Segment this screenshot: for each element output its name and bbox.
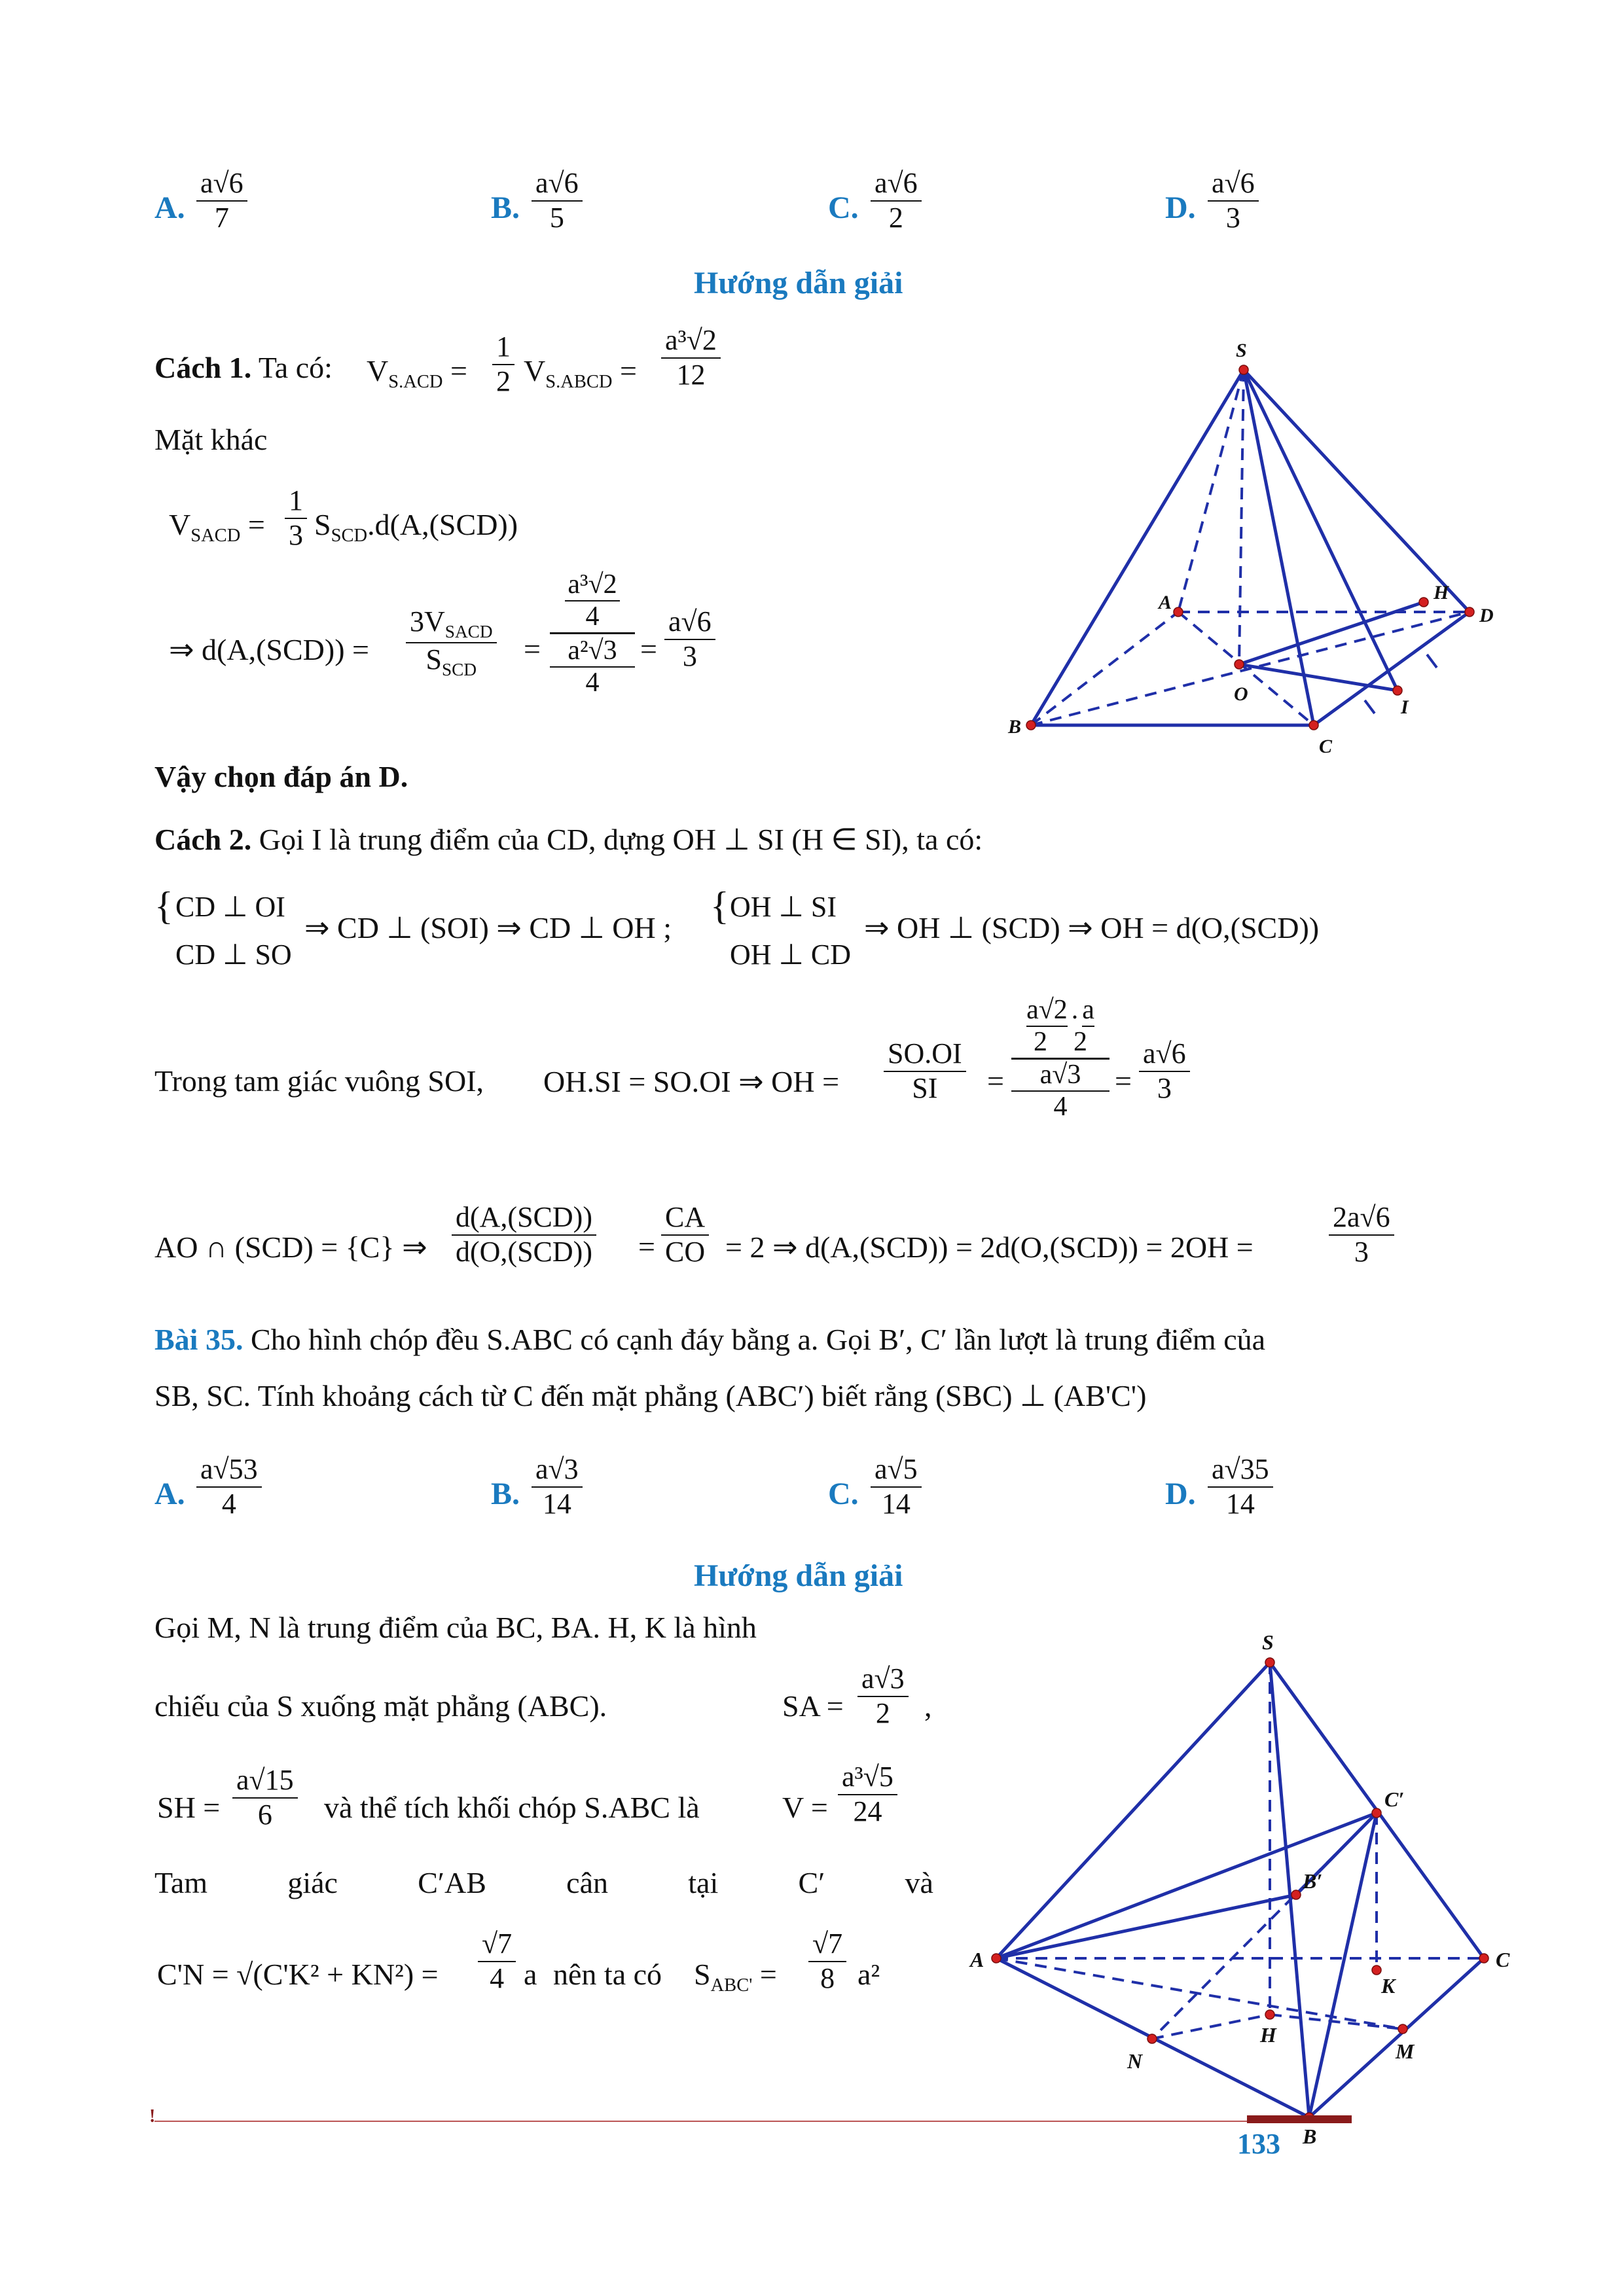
pyramid-figure-1 [982, 334, 1532, 779]
s-lhs: $S_{ABC'}$ = [694, 1958, 777, 1996]
label-a: A [970, 1948, 984, 1971]
cn-text: nên ta có [553, 1958, 662, 1991]
cach1-eq2-lhs: $V_{SACD}$ = [169, 508, 265, 547]
bai35-option-b-fraction: $\frac{a√3}{14}$ [532, 1453, 583, 1520]
eq-sign: = [987, 1064, 1004, 1098]
last-f1: d(A,(SCD)) d(O,(SCD)) [452, 1201, 596, 1268]
edge-sb [1031, 370, 1244, 725]
label-c-prime: C′ [1384, 1787, 1405, 1811]
brace: { [710, 884, 729, 927]
cach1-eq3-result: $\frac{a√6}{3}$ [664, 605, 715, 673]
eq-sign: = [638, 1230, 655, 1263]
edge-cd [1314, 612, 1470, 725]
label-k: K [1381, 1974, 1396, 1998]
triangle-f2: a√2 . a 2 2 a√3 4 [1011, 995, 1110, 1122]
last-mid: = 2 ⇒ d(A,(SCD)) = 2d(O,(SCD)) = 2OH = [725, 1230, 1254, 1264]
edge-bc [1309, 1958, 1484, 2117]
cach1-eq3-lhs: ⇒ d(A,(SCD)) = [169, 633, 369, 666]
tam-giac-line: Tam giác C′AB cân tại C′ và [154, 1866, 933, 1899]
sa-fraction: $\frac{a√3}{2}$ [857, 1662, 909, 1730]
last-f2: $\frac{CA}{CO}$ [661, 1201, 709, 1268]
conclusion-text: Vậy chọn đáp án D. [154, 760, 408, 793]
sa-lhs: SA = [782, 1689, 844, 1723]
last-result: $\frac{2a√6}{3}$ [1329, 1201, 1394, 1268]
brace: { [154, 884, 173, 927]
label-d: D [1479, 605, 1494, 626]
bai35-option-b-label: B. [491, 1477, 520, 1511]
cach2-system-1-result: ⇒ CD ⊥ (SOI) ⇒ CD ⊥ OH ; [304, 911, 672, 944]
label-i: I [1401, 696, 1409, 718]
cn-fraction: $\frac{√7}{4}$ [478, 1928, 516, 1995]
tick-mark [1365, 700, 1375, 713]
v-lhs: V = [782, 1791, 828, 1824]
footer-mark: ! [149, 2106, 156, 2126]
option-d-fraction: $\frac{a√6}{3}$ [1208, 167, 1259, 234]
option-c-label: C. [828, 190, 859, 225]
tick-mark [1427, 655, 1437, 668]
cach2-system-1: CD ⊥ OI CD ⊥ SO [175, 891, 292, 971]
page-number-bar [1247, 2115, 1352, 2123]
cach1-eq2-third: $\frac{1}{3}$ [285, 484, 307, 552]
sh-lhs: SH = [157, 1791, 221, 1824]
bai35-option-d-fraction: $\frac{a√35}{14}$ [1208, 1453, 1273, 1520]
s-tail: a² [857, 1958, 880, 1991]
label-c: C [1319, 736, 1333, 757]
label-s: S [1262, 1630, 1274, 1654]
label-n: N [1127, 2049, 1143, 2073]
option-c-fraction: $\frac{a√6}{2}$ [871, 167, 922, 234]
segment-ab-prime [996, 1895, 1296, 1958]
cach1-eq2-rest: $S_{SCD}.d(A,(SCD))$ [314, 508, 518, 547]
triangle-result: $\frac{a√6}{3}$ [1139, 1037, 1190, 1105]
label-m: M [1396, 2039, 1415, 2063]
bai35-line2: SB, SC. Tính khoảng cách từ C đến mặt phẳng (ABC′) biết rằng (SBC) ⊥ (AB'C') [154, 1379, 1147, 1412]
bai35-option-a-fraction: $\frac{a√53}{4}$ [196, 1453, 262, 1520]
sh-fraction: $\frac{a√15}{6}$ [232, 1764, 298, 1831]
cach1-eq3-f2: a³√2 4 a²√3 4 [550, 569, 635, 698]
height-so [1239, 370, 1244, 664]
label-s: S [1236, 340, 1247, 361]
sh-text: và thể tích khối chóp S.ABC là [324, 1791, 700, 1824]
segment-si [1244, 370, 1398, 691]
triangle-eq: OH.SI = SO.OI ⇒ OH = [543, 1065, 840, 1098]
label-o: O [1234, 683, 1248, 705]
cach2-intro: Cách 2. Gọi I là trung điểm của CD, dựng OH ⊥ SI (H ∈ SI), ta có: [154, 823, 983, 856]
label-h: H [1434, 582, 1449, 603]
sa-tail: , [924, 1689, 932, 1723]
cach1-eq3-f1: $3V_{SACD}$ $S_{SCD}$ [406, 605, 497, 680]
s-fraction: $\frac{√7}{8}$ [808, 1928, 846, 1995]
footer-rule [154, 2121, 1346, 2122]
v-fraction: $\frac{\text{a³√5}}{24}$ [838, 1761, 897, 1828]
page-number: 133 [1237, 2128, 1280, 2160]
triangle-f1: $\frac{SO.OI}{SI}$ [884, 1037, 966, 1105]
option-d-label: D. [1165, 190, 1196, 225]
eq-sign: = [640, 632, 657, 666]
bai35-option-d-label: D. [1165, 1477, 1196, 1511]
mat-khac-text: Mặt khác [154, 423, 268, 456]
bai35-option-c-label: C. [828, 1477, 859, 1511]
guide-title-2: Hướng dẫn giải [694, 1558, 903, 1593]
label-b: B [1303, 2125, 1317, 2148]
label-a: A [1159, 592, 1172, 613]
eq-sign: = [524, 632, 541, 666]
bai35-sol2: chiếu của S xuống mặt phẳng (ABC). [154, 1689, 607, 1723]
option-a-label: A. [154, 190, 185, 225]
cach1-eq1-lhs: $V_{S.ACD}$ = [367, 354, 467, 393]
pyramid-figure-2 [956, 1617, 1545, 2193]
eq-sign: = [1115, 1064, 1132, 1098]
guide-title-1: Hướng dẫn giải [694, 266, 903, 300]
bai35-option-c-fraction: $\frac{a√5}{14}$ [871, 1453, 922, 1520]
cach1-eq1-half: $\frac{1}{2}$ [492, 331, 514, 398]
cach1-line: Cách 1. Ta có: [154, 351, 333, 384]
option-b-fraction: $\frac{a√6}{5}$ [532, 167, 583, 234]
edge-sa-hidden [1178, 370, 1244, 612]
cach1-eq1-mid: $V_{S.ABCD}$ = [524, 354, 637, 393]
bai35-line1: Bài 35. Cho hình chóp đều S.ABC có cạnh đáy bằng a. Gọi B′, C′ lần lượt là trung điểm của [154, 1323, 1266, 1356]
label-c: C [1496, 1948, 1510, 1971]
last-lhs: AO ∩ (SCD) = {C} ⇒ [154, 1230, 427, 1264]
cn-a: a [524, 1958, 537, 1991]
label-h: H [1260, 2023, 1276, 2047]
triangle-text: Trong tam giác vuông SOI, [154, 1064, 484, 1098]
label-b: B [1008, 716, 1022, 738]
bai35-sol1: Gọi M, N là trung điểm của BC, BA. H, K là hình [154, 1611, 757, 1644]
bai35-option-a-label: A. [154, 1477, 185, 1511]
cach1-eq1-rhs: $\frac{\text{a³√2}}{12}$ [661, 324, 721, 391]
edge-sa [996, 1662, 1270, 1958]
label-b-prime: B′ [1303, 1869, 1323, 1893]
cach2-system-2-result: ⇒ OH ⊥ (SCD) ⇒ OH = d(O,(SCD)) [864, 911, 1320, 944]
cach2-system-2: OH ⊥ SI OH ⊥ CD [730, 891, 852, 971]
cn-lhs: C'N = √(C'K² + KN²) = [157, 1958, 439, 1991]
edge-sd [1244, 370, 1470, 612]
option-b-label: B. [491, 190, 520, 225]
option-a-fraction: $\frac{a√6}{7}$ [196, 167, 247, 234]
